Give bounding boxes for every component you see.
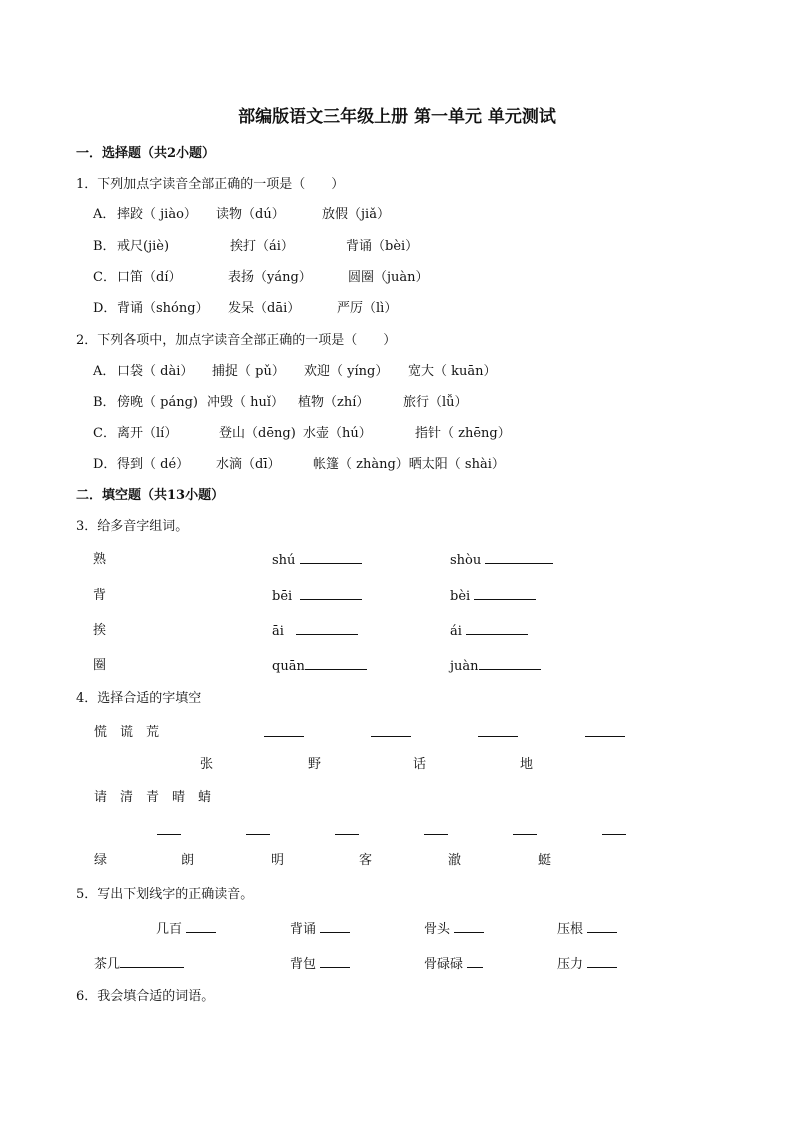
q3-pinyin-4a: quān [272, 657, 367, 676]
q1-option-a-item2: 读物（dú） [216, 207, 285, 222]
section-heading-fill: 二．填空题（共13小题） [76, 488, 225, 503]
question-5-stem: 5．写出下划线字的正确读音。 [76, 887, 254, 902]
answer-blank[interactable] [264, 724, 304, 737]
answer-blank[interactable] [602, 822, 626, 835]
q1-option-b-item2: 挨打（ái） [230, 239, 294, 254]
answer-blank[interactable] [467, 955, 483, 968]
q2-option-d-item2: 水滴（dī） [216, 457, 281, 472]
q5-word-2: 背诵 [290, 920, 350, 939]
answer-blank[interactable] [474, 587, 536, 600]
section-heading-choice: 一．选择题（共2小题） [76, 146, 216, 161]
q3-char-1: 熟 [93, 552, 107, 567]
q2-option-a-item2: 捕捉（ pǔ） [212, 364, 285, 379]
q2-option-b-item3: 植物（zhí） [298, 395, 370, 410]
q1-option-b-label: B． [93, 239, 116, 254]
q2-option-d-item1: 得到（ dé） [117, 457, 190, 472]
question-4-stem: 4．选择合适的字填空 [76, 691, 202, 706]
question-3-stem: 3．给多音字组词。 [76, 519, 189, 534]
q5-word-1: 几百 [156, 920, 216, 939]
q3-pinyin-3a: āi [272, 622, 358, 641]
answer-blank[interactable] [587, 920, 617, 933]
answer-blank[interactable] [479, 657, 541, 670]
q2-option-c-item4: 指针（ zhēng） [415, 426, 511, 441]
question-6-stem: 6．我会填合适的词语。 [76, 989, 215, 1004]
answer-blank[interactable] [513, 822, 537, 835]
q2-option-c-item3: 水壶（hú） [303, 426, 372, 441]
q4-group1-word-1: 张 [200, 757, 214, 772]
q1-option-d-item2: 发呆（dāi） [228, 301, 301, 316]
q3-pinyin-3b: ái [450, 622, 528, 641]
q5-word-5: 茶几 [94, 955, 184, 974]
q1-option-c-label: C． [93, 270, 116, 285]
answer-blank[interactable] [424, 822, 448, 835]
answer-blank[interactable] [478, 724, 518, 737]
answer-blank[interactable] [585, 724, 625, 737]
q2-option-a-item4: 宽大（ kuān） [408, 364, 497, 379]
q3-pinyin-2a: bēi [272, 587, 362, 606]
answer-blank[interactable] [296, 622, 358, 635]
answer-blank[interactable] [320, 920, 350, 933]
q5-word-6: 背包 [290, 955, 350, 974]
q2-option-b-label: B． [93, 395, 116, 410]
q3-pinyin-1a: shú [272, 551, 362, 570]
answer-blank[interactable] [485, 551, 553, 564]
q5-word-4: 压根 [557, 920, 617, 939]
answer-blank[interactable] [246, 822, 270, 835]
q1-option-d-item1: 背诵（shóng） [117, 301, 209, 316]
q4-group2-word-1: 绿 [94, 853, 108, 868]
answer-blank[interactable] [186, 920, 216, 933]
answer-blank[interactable] [335, 822, 359, 835]
answer-blank[interactable] [320, 955, 350, 968]
q3-pinyin-1b: shòu [450, 551, 553, 570]
q4-group2-word-5: 澈 [448, 853, 462, 868]
question-2-stem: 2．下列各项中，加点字读音全部正确的一项是（ ） [76, 333, 397, 348]
q1-option-c-item3: 圆圈（juàn） [348, 270, 429, 285]
q1-option-b-item1: 戒尺(jiè) [117, 239, 170, 254]
q1-option-c-item2: 表扬（yáng） [228, 270, 312, 285]
answer-blank[interactable] [300, 551, 362, 564]
q1-option-a-item1: 摔跤（ jiào） [117, 207, 197, 222]
q2-option-a-label: A． [93, 364, 116, 379]
answer-blank[interactable] [466, 622, 528, 635]
q4-group2-word-4: 客 [359, 853, 373, 868]
q1-option-b-item3: 背诵（bèi） [346, 239, 419, 254]
answer-blank[interactable] [120, 955, 184, 968]
q5-word-7: 骨碌碌 [424, 955, 483, 974]
answer-blank[interactable] [305, 657, 367, 670]
q2-option-b-item1: 傍晚（ páng) [117, 395, 198, 410]
q2-option-d-item3: 帐篷（ zhàng）晒太阳（ shài） [313, 457, 505, 472]
answer-blank[interactable] [300, 587, 362, 600]
answer-blank[interactable] [454, 920, 484, 933]
q4-group2-chars: 请 清 青 晴 蜻 [94, 790, 212, 805]
q2-option-a-item3: 欢迎（ yíng） [304, 364, 389, 379]
q4-group1-word-4: 地 [520, 757, 534, 772]
q3-char-4: 圈 [93, 658, 107, 673]
q4-group2-word-6: 蜓 [538, 853, 552, 868]
q2-option-c-item2: 登山（dēng) [219, 426, 296, 441]
page-title: 部编版语文三年级上册 第一单元 单元测试 [238, 107, 556, 127]
q3-pinyin-2b: bèi [450, 587, 536, 606]
q1-option-a-item3: 放假（jiǎ） [322, 207, 390, 222]
q4-group1-chars: 慌 谎 荒 [94, 725, 160, 740]
q3-pinyin-4b: juàn [450, 657, 541, 676]
answer-blank[interactable] [587, 955, 617, 968]
q2-option-c-item1: 离开（lí） [117, 426, 178, 441]
q2-option-c-label: C． [93, 426, 116, 441]
q1-option-d-label: D． [93, 301, 117, 316]
q4-group2-word-2: 朗 [181, 853, 195, 868]
answer-blank[interactable] [157, 822, 181, 835]
q4-group1-word-2: 野 [308, 757, 322, 772]
answer-blank[interactable] [371, 724, 411, 737]
question-1-stem: 1．下列加点字读音全部正确的一项是（ ） [76, 177, 345, 192]
q2-option-a-item1: 口袋（ dài） [117, 364, 194, 379]
q1-option-a-label: A． [93, 207, 116, 222]
q1-option-d-item3: 严厉（lì） [337, 301, 398, 316]
q3-char-2: 背 [93, 588, 107, 603]
q5-word-3: 骨头 [424, 920, 484, 939]
q2-option-b-item4: 旅行（lǚ） [403, 395, 468, 410]
q4-group2-word-3: 明 [271, 853, 285, 868]
q5-word-8: 压力 [557, 955, 617, 974]
q1-option-c-item1: 口笛（dí） [117, 270, 182, 285]
q2-option-d-label: D． [93, 457, 117, 472]
q4-group1-word-3: 话 [413, 757, 427, 772]
q3-char-3: 挨 [93, 623, 107, 638]
q2-option-b-item2: 冲毁（ huǐ） [207, 395, 285, 410]
